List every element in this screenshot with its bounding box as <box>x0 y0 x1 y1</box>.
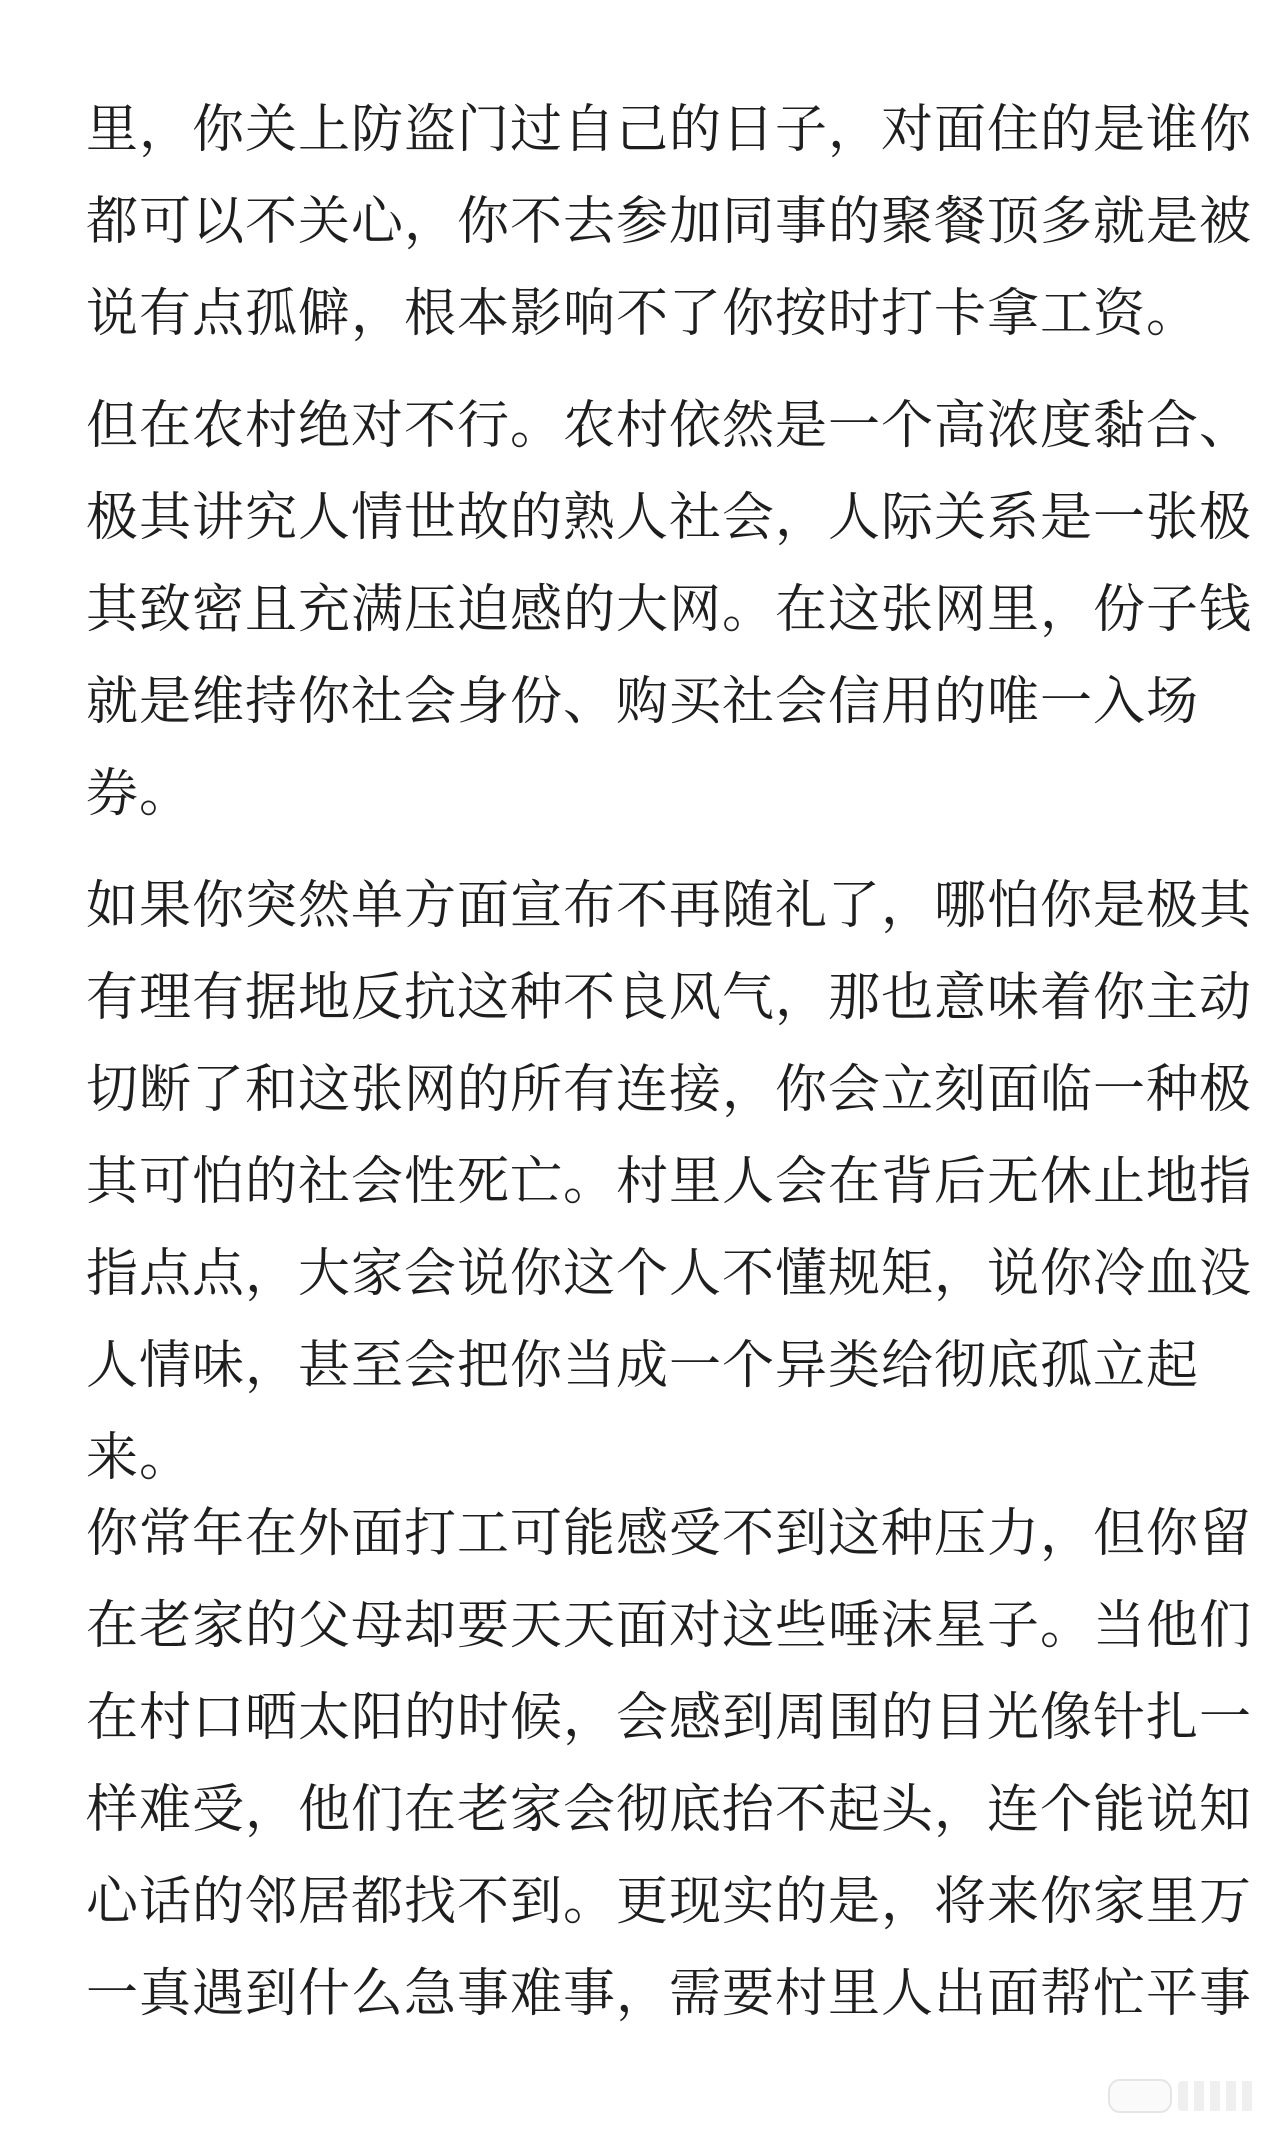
paragraph <box>86 380 1252 840</box>
paragraph <box>86 860 1252 1504</box>
text-line: 指点点，大家会说你这个人不懂规矩，说你冷血没 <box>86 1244 1253 1304</box>
text-line: 其可怕的社会性死亡。村里人会在背后无休止地指 <box>86 1152 1253 1212</box>
text-line: 在村口晒太阳的时候，会感到周围的目光像针扎一 <box>86 1688 1253 1748</box>
text-line: 一真遇到什么急事难事，需要村里人出面帮忙平事 <box>86 1964 1253 2024</box>
text-line: 在老家的父母却要天天面对这些唾沫星子。当他们 <box>86 1596 1253 1656</box>
text-line: 心话的邻居都找不到。更现实的是，将来你家里万 <box>86 1872 1253 1932</box>
text-line: 切断了和这张网的所有连接，你会立刻面临一种极 <box>86 1060 1253 1120</box>
watermark-text-icon <box>1178 2081 1258 2111</box>
text-line: 里，你关上防盗门过自己的日子，对面住的是谁你 <box>86 100 1253 160</box>
text-line: 有理有据地反抗这种不良风气，那也意味着你主动 <box>86 968 1253 1028</box>
watermark-badge-icon <box>1108 2079 1172 2113</box>
paragraph <box>86 84 1252 360</box>
text-line: 但在农村绝对不行。农村依然是一个高浓度黏合、 <box>86 396 1253 456</box>
text-line: 如果你突然单方面宣布不再随礼了，哪怕你是极其 <box>86 876 1253 936</box>
text-line: 就是维持你社会身份、购买社会信用的唯一入场 <box>86 672 1200 732</box>
paragraph <box>86 1488 1252 2040</box>
text-line: 极其讲究人情世故的熟人社会，人际关系是一张极 <box>86 488 1253 548</box>
watermark-logo <box>1108 2079 1258 2113</box>
text-line: 都可以不关心，你不去参加同事的聚餐顶多就是被 <box>86 192 1253 252</box>
text-line: 你常年在外面打工可能感受不到这种压力，但你留 <box>86 1504 1253 1564</box>
text-line: 来。 <box>86 1428 193 1488</box>
text-line: 人情味，甚至会把你当成一个异类给彻底孤立起 <box>86 1336 1200 1396</box>
text-line: 券。 <box>86 764 193 824</box>
text-line: 说有点孤僻，根本影响不了你按时打卡拿工资。 <box>86 284 1200 344</box>
text-line: 其致密且充满压迫感的大网。在这张网里，份子钱 <box>86 580 1253 640</box>
text-line: 样难受，他们在老家会彻底抬不起头，连个能说知 <box>86 1780 1253 1840</box>
